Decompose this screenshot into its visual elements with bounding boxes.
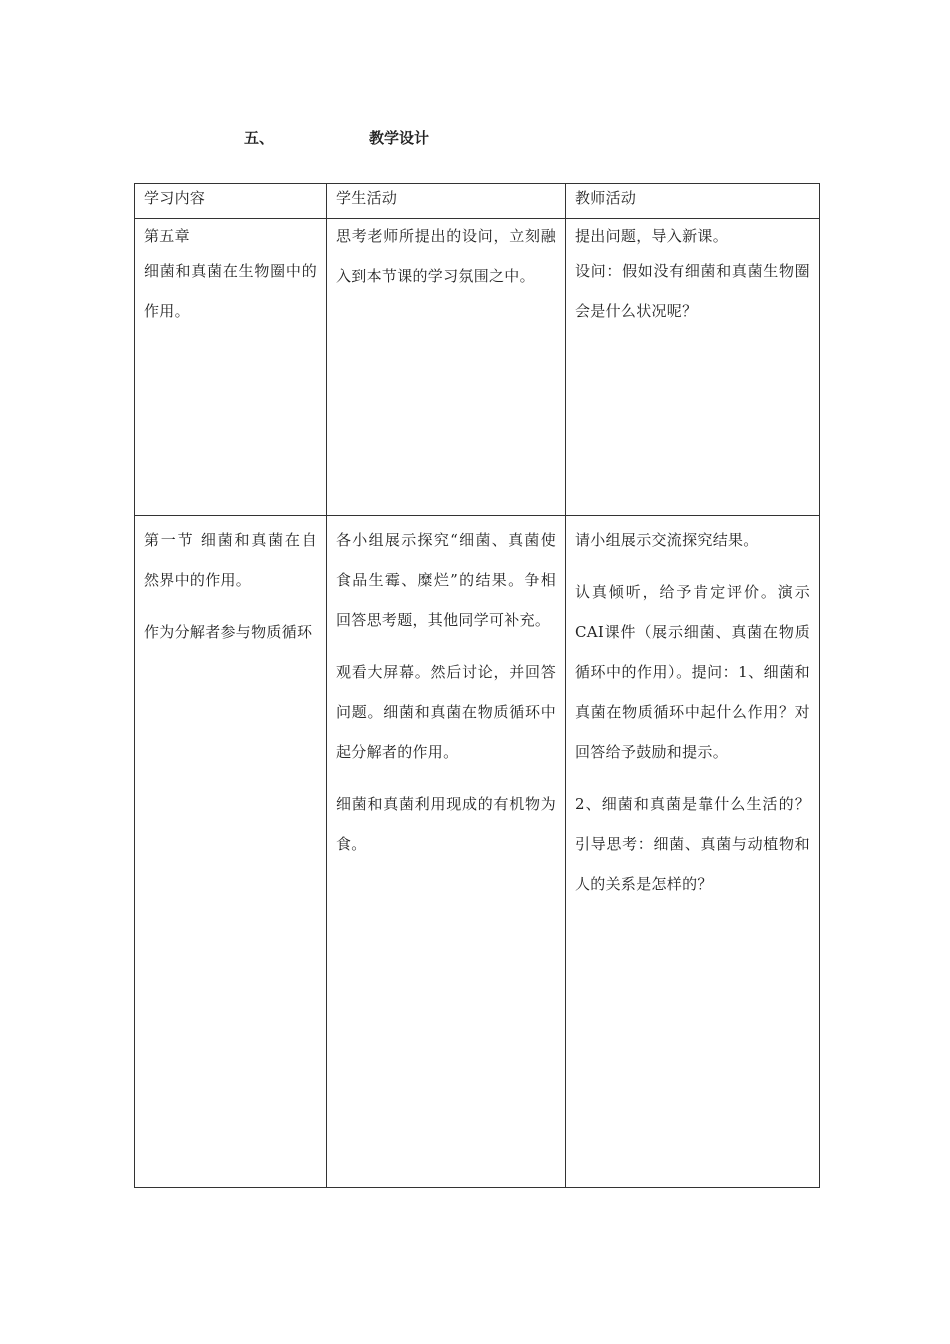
- cell-text: 第一节 细菌和真菌在自然界中的作用。: [144, 531, 317, 589]
- cell-student: [327, 516, 566, 1188]
- cell-text: 2、细菌和真菌是靠什么生活的？引导思考：细菌、真菌与动植物和人的关系是怎样的？: [575, 795, 810, 893]
- header-cell-content: 学习内容: [135, 184, 327, 219]
- cell-text: 细菌和真菌在生物圈中的作用。: [144, 262, 317, 320]
- cell-text: 设问：假如没有细菌和真菌生物圈会是什么状况呢？: [575, 262, 810, 320]
- cell-teacher: [566, 219, 820, 516]
- cell-text: 认真倾听，给予肯定评价。演示CAI课件（展示细菌、真菌在物质循环中的作用）。提问：1、细菌和真菌在物质循环中起什么作用？对回答给予鼓励和提示。: [575, 583, 810, 761]
- cell-text: 观看大屏幕。然后讨论，并回答问题。细菌和真菌在物质循环中起分解者的作用。: [336, 663, 556, 761]
- header-cell-teacher: 教师活动: [566, 184, 820, 219]
- table-row: [135, 219, 820, 516]
- cell-text: 作为分解者参与物质循环: [144, 623, 313, 641]
- cell-content: [135, 516, 327, 1188]
- table-header-row: [135, 184, 820, 219]
- cell-teacher: [566, 516, 820, 1188]
- cell-text: 提出问题，导入新课。: [575, 227, 729, 245]
- teaching-design-table: [134, 183, 820, 1188]
- cell-text: 各小组展示探究“细菌、真菌使食品生霉、糜烂”的结果。争相回答思考题，其他同学可补充。: [336, 531, 556, 629]
- section-title: 教学设计: [369, 129, 430, 147]
- section-heading: [0, 127, 950, 151]
- cell-text: 请小组展示交流探究结果。: [575, 531, 759, 549]
- cell-content: [135, 219, 327, 516]
- cell-text: 思考老师所提出的设问，立刻融入到本节课的学习氛围之中。: [336, 227, 556, 285]
- cell-text: 细菌和真菌利用现成的有机物为食。: [336, 795, 556, 853]
- table-row: [135, 516, 820, 1188]
- cell-student: [327, 219, 566, 516]
- cell-text: 第五章: [144, 227, 190, 245]
- header-cell-student: 学生活动: [327, 184, 566, 219]
- section-number: 五、: [244, 129, 275, 147]
